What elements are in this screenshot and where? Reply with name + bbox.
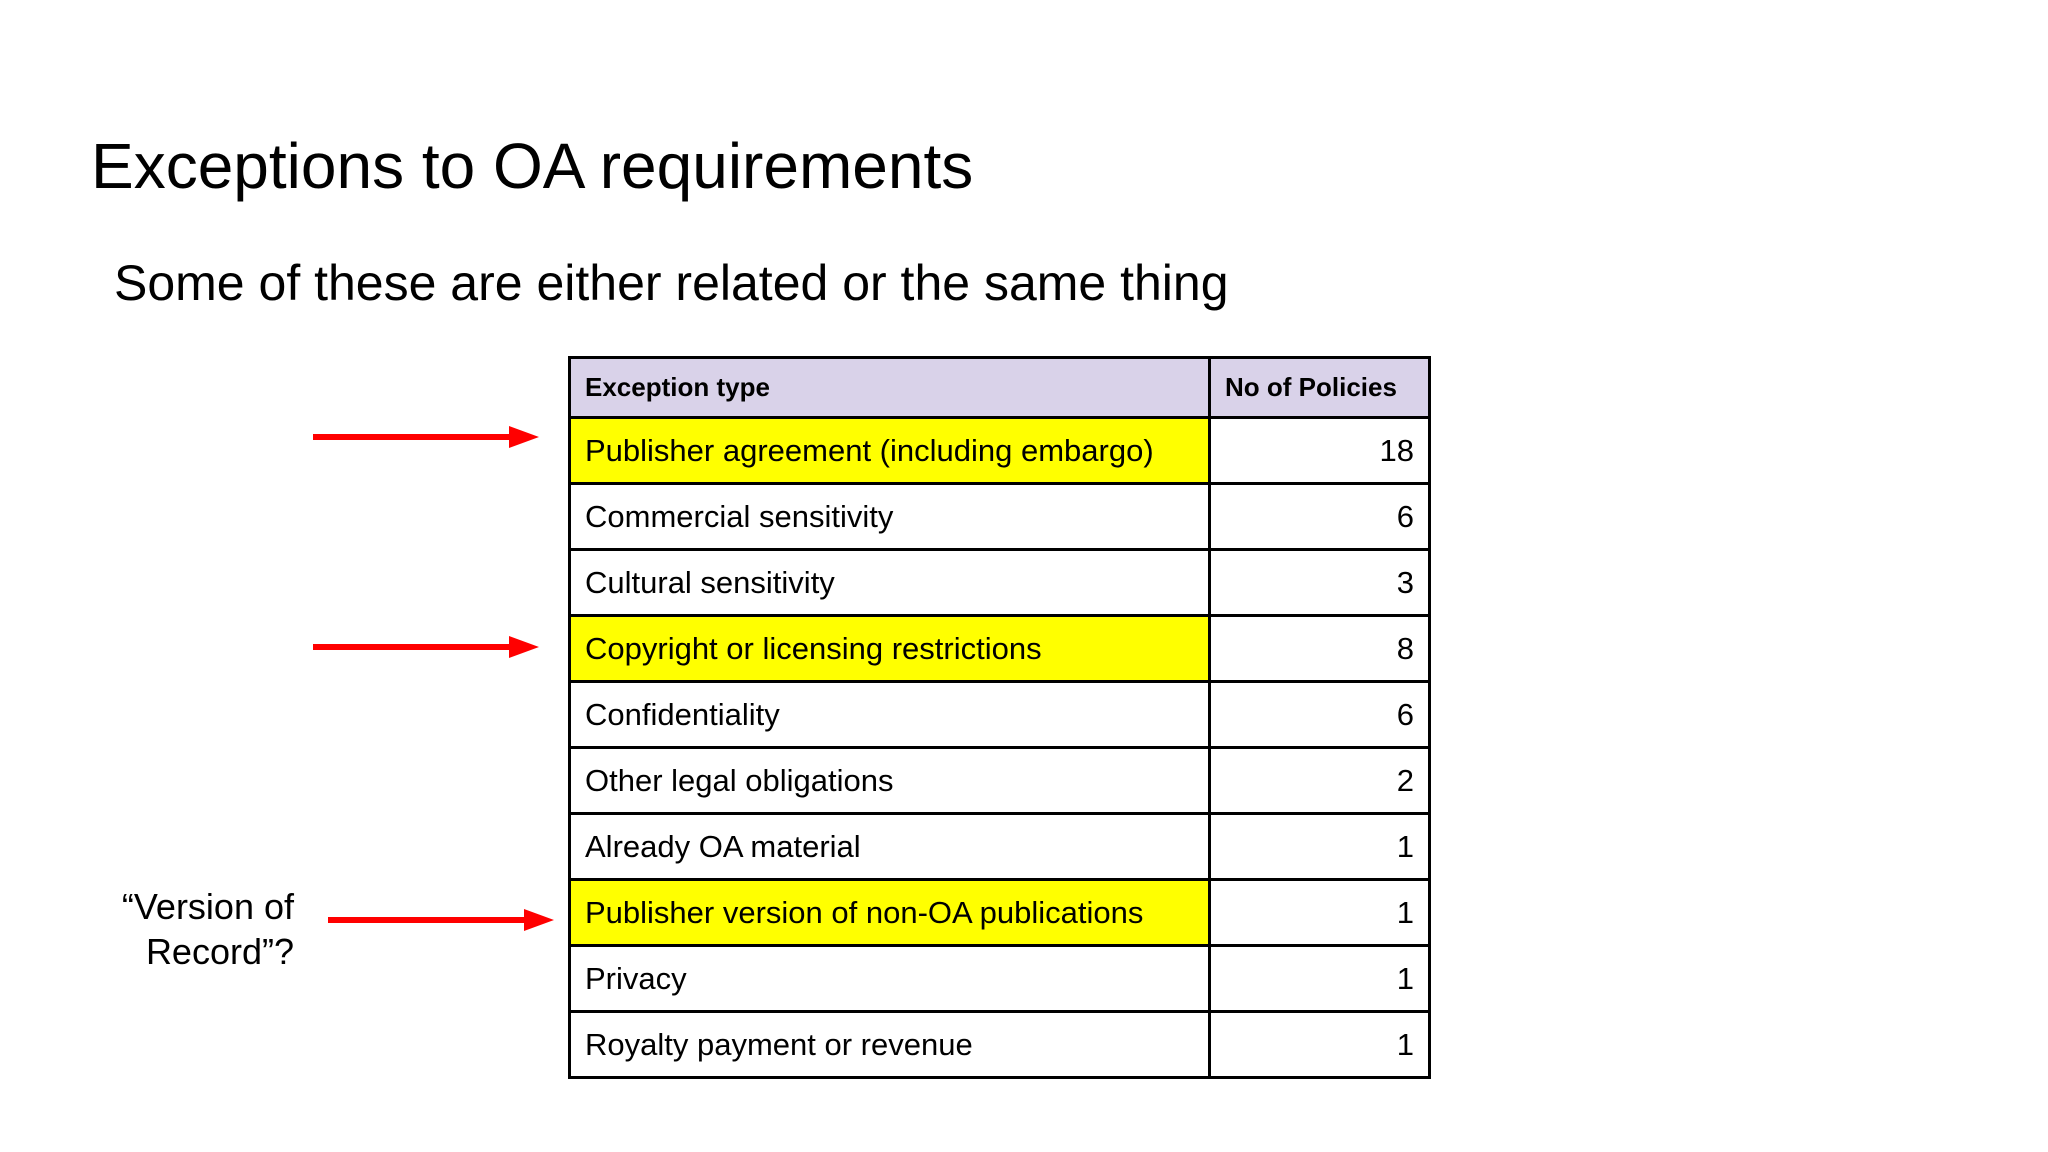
exception-type-cell: Royalty payment or revenue <box>570 1012 1210 1078</box>
table-header-row <box>570 358 1430 418</box>
table-row <box>570 1012 1430 1078</box>
policy-count-cell: 18 <box>1210 418 1430 484</box>
red-arrow-icon <box>328 908 554 932</box>
table-row <box>570 748 1430 814</box>
arrow-right-icon <box>328 908 554 932</box>
arrow-right-icon <box>313 635 539 659</box>
column-header-exception-type: Exception type <box>570 358 1210 418</box>
arrow-right-icon <box>313 425 539 449</box>
exception-type-cell: Already OA material <box>570 814 1210 880</box>
exception-type-cell: Confidentiality <box>570 682 1210 748</box>
table-row <box>570 418 1430 484</box>
exception-type-cell: Copyright or licensing restrictions <box>570 616 1210 682</box>
exception-type-cell: Publisher agreement (including embargo) <box>570 418 1210 484</box>
policy-count-cell: 1 <box>1210 1012 1430 1078</box>
policy-count-cell: 1 <box>1210 946 1430 1012</box>
slide-subtitle: Some of these are either related or the same thing <box>114 255 1229 311</box>
policy-count-cell: 3 <box>1210 550 1430 616</box>
table-row <box>570 880 1430 946</box>
slide-title: Exceptions to OA requirements <box>91 130 974 202</box>
exception-type-cell: Publisher version of non-OA publications <box>570 880 1210 946</box>
exception-type-cell: Cultural sensitivity <box>570 550 1210 616</box>
table-row <box>570 682 1430 748</box>
exceptions-table <box>568 356 1431 1079</box>
policy-count-cell: 8 <box>1210 616 1430 682</box>
exception-type-cell: Privacy <box>570 946 1210 1012</box>
policy-count-cell: 1 <box>1210 880 1430 946</box>
table-row <box>570 484 1430 550</box>
policy-count-cell: 2 <box>1210 748 1430 814</box>
policy-count-cell: 1 <box>1210 814 1430 880</box>
table-row <box>570 814 1430 880</box>
policy-count-cell: 6 <box>1210 682 1430 748</box>
table-row <box>570 946 1430 1012</box>
table-row <box>570 616 1430 682</box>
policy-count-cell: 6 <box>1210 484 1430 550</box>
exceptions-table-container <box>568 356 1431 1079</box>
red-arrow-icon <box>313 635 539 659</box>
red-arrow-icon <box>313 425 539 449</box>
exception-type-cell: Commercial sensitivity <box>570 484 1210 550</box>
table-row <box>570 550 1430 616</box>
exception-type-cell: Other legal obligations <box>570 748 1210 814</box>
column-header-policy-count: No of Policies <box>1210 358 1430 418</box>
version-of-record-note: “Version of Record”? <box>121 886 294 972</box>
